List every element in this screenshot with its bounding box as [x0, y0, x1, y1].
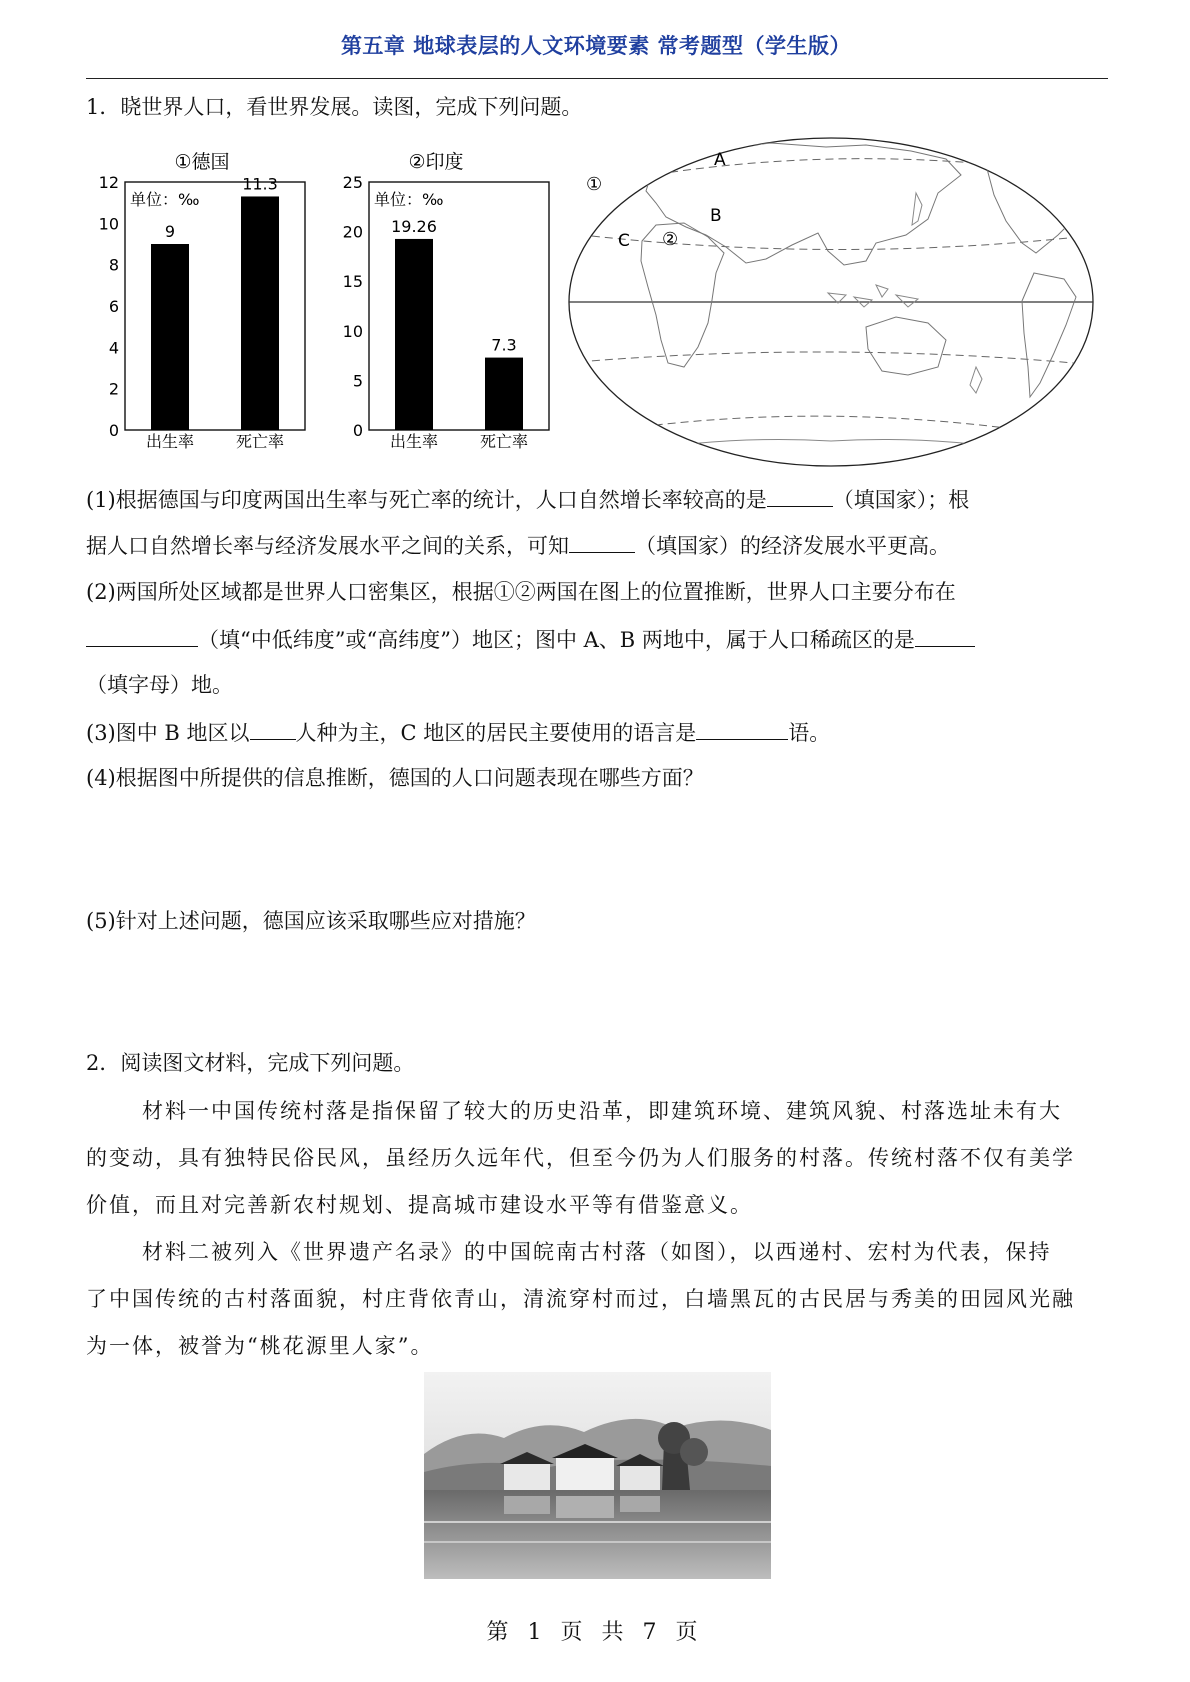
y-axis-ticks	[99, 173, 119, 440]
q2-material1-line3: 价值，而且对完善新农村规划、提高城市建设水平等有借鉴意义。	[86, 1193, 753, 1217]
q1-part2-line2: （填“中低纬度”或“高纬度”）地区；图中 A、B 两地中，属于人口稀疏区的是	[86, 624, 975, 655]
y-tick-label: 10	[98, 214, 119, 234]
y-tick-label: 4	[108, 338, 119, 358]
y-tick-label: 6	[108, 297, 119, 316]
map-label-india-marker: ②	[662, 229, 679, 250]
bar-death-rate	[485, 358, 523, 430]
bars	[395, 239, 523, 430]
category-label: 死亡率	[479, 432, 529, 451]
village-photo	[424, 1372, 771, 1579]
q2-material1-line2: 的变动，具有独特民俗民风，虽经历久远年代，但至今仍为人们服务的村落。传统村落不仅有美学	[86, 1146, 1075, 1170]
q2-stem: 2．阅读图文材料，完成下列问题。	[86, 1051, 415, 1075]
category-labels	[146, 432, 284, 451]
category-label: 出生率	[389, 432, 439, 451]
bar-value-label: 9	[164, 222, 176, 241]
bar-death-rate	[241, 196, 279, 430]
world-map	[566, 135, 1096, 470]
y-tick-label: 0	[352, 421, 363, 440]
q1-part2-line1: (2)两国所处区域都是世界人口密集区，根据①②两国在图上的位置推断，世界人口主要分布在	[86, 580, 956, 604]
bar-birth-rate	[151, 244, 189, 430]
unit-label: 单位：‰	[374, 190, 444, 209]
header-divider	[86, 78, 1108, 79]
y-tick-label: 0	[108, 421, 119, 440]
q1-part2-line3: （填字母）地。	[86, 673, 233, 697]
answer-blank[interactable]	[250, 717, 296, 740]
chart-title: ①德国	[174, 151, 230, 173]
answer-blank[interactable]	[915, 624, 975, 647]
q1-part1-line1: (1)根据德国与印度两国出生率与死亡率的统计，人口自然增长率较高的是 （填国家）；根	[86, 484, 969, 515]
q2-material1-line1: 材料一中国传统村落是指保留了较大的历史沿革，即建筑环境、建筑风貌、村落选址未有大	[142, 1099, 1062, 1123]
y-axis-ticks	[343, 173, 363, 440]
y-tick-label: 10	[342, 321, 363, 341]
answer-blank[interactable]	[569, 530, 635, 553]
unit-label: 单位：‰	[130, 190, 200, 209]
india-bar-chart	[336, 148, 561, 468]
bar-value-label: 7.3	[491, 335, 517, 355]
q1-stem: 1．晓世界人口，看世界发展。读图，完成下列问题。	[86, 95, 583, 119]
chart-title: ②印度	[408, 151, 464, 173]
bar-birth-rate	[395, 239, 433, 430]
q2-material2-line3: 为一体，被誉为“桃花源里人家”。	[86, 1334, 434, 1358]
y-tick-label: 2	[108, 379, 119, 399]
y-tick-label: 15	[342, 272, 363, 292]
category-labels	[390, 432, 528, 451]
y-tick-label: 5	[352, 371, 363, 391]
bar-value-label: 11.3	[242, 174, 278, 194]
answer-blank[interactable]	[767, 484, 833, 507]
q1-part4: (4)根据图中所提供的信息推断，德国的人口问题表现在哪些方面？	[86, 766, 704, 790]
answer-blank[interactable]	[696, 717, 788, 740]
q2-material2-line2: 了中国传统的古村落面貌，村庄背依青山，清流穿村而过，白墙黑瓦的古民居与秀美的田园风光融	[86, 1287, 1075, 1311]
q1-part5: (5)针对上述问题，德国应该采取哪些应对措施？	[86, 909, 536, 933]
y-tick-label: 8	[108, 255, 119, 275]
germany-bar-chart	[92, 148, 317, 468]
map-label-a: A	[714, 150, 726, 170]
y-tick-label: 12	[98, 173, 119, 192]
bar-value-label: 19.26	[391, 216, 437, 236]
q1-part3: (3)图中 B 地区以 人种为主，C 地区的居民主要使用的语言是 语。	[86, 717, 830, 748]
category-label: 出生率	[145, 432, 195, 451]
page-title: 第五章 地球表层的人文环境要素 常考题型（学生版）	[340, 34, 852, 58]
y-tick-label: 20	[342, 222, 363, 242]
answer-blank[interactable]	[86, 624, 198, 647]
q2-material2-line1: 材料二被列入《世界遗产名录》的中国皖南古村落（如图），以西递村、宏村为代表，保持	[142, 1240, 1052, 1264]
map-label-b: B	[710, 206, 722, 226]
page-footer: 第 1 页 共 7 页	[486, 1620, 704, 1645]
category-label: 死亡率	[235, 432, 285, 451]
map-label-germany-marker: ①	[586, 174, 603, 195]
q1-part1-line2: 据人口自然增长率与经济发展水平之间的关系，可知 （填国家）的经济发展水平更高。	[86, 530, 950, 561]
map-label-c: C	[618, 231, 630, 251]
y-tick-label: 25	[342, 173, 363, 192]
